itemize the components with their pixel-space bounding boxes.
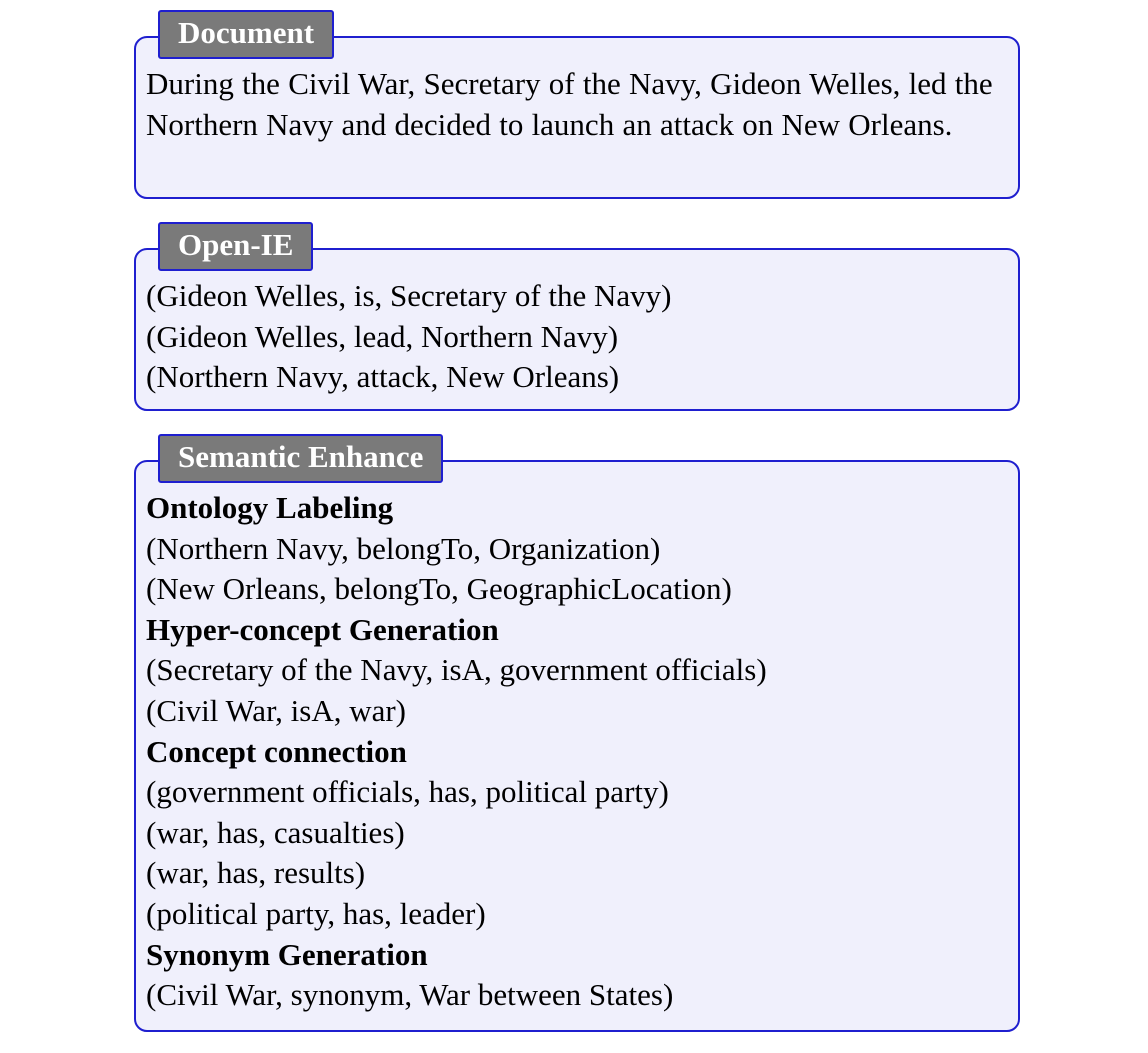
document-panel bbox=[134, 36, 1020, 199]
open-ie-triple: (Northern Navy, attack, New Orleans) bbox=[146, 359, 620, 395]
section-heading-ontology-labeling: Ontology Labeling bbox=[146, 490, 394, 525]
semantic-triple: (war, has, casualties) bbox=[146, 814, 405, 850]
document-text: During the Civil War, Secretary of the Navy, Gideon Welles, led the Northern Navy and decided to launch an attack on New Orleans. bbox=[146, 66, 993, 142]
semantic-enhance-content bbox=[146, 488, 1010, 1016]
open-ie-triple: (Gideon Welles, is, Secretary of the Navy) bbox=[146, 278, 672, 313]
section-heading-synonym-generation: Synonym Generation bbox=[146, 936, 428, 972]
section-heading-hyper-concept-generation: Hyper-concept Generation bbox=[146, 611, 499, 647]
semantic-triple: (political party, has, leader) bbox=[146, 895, 486, 931]
semantic-enhance-panel bbox=[134, 460, 1020, 1032]
semantic-triple: (Secretary of the Navy, isA, government officials) bbox=[146, 652, 767, 688]
semantic-triple: (government officials, has, political party) bbox=[146, 774, 669, 810]
open-ie-tab-label: Open-IE bbox=[158, 222, 313, 271]
open-ie-panel bbox=[134, 248, 1020, 411]
semantic-triple: (New Orleans, belongTo, GeographicLocation) bbox=[146, 571, 732, 607]
semantic-triple: (Northern Navy, belongTo, Organization) bbox=[146, 530, 661, 566]
semantic-enhance-tab-label: Semantic Enhance bbox=[158, 434, 443, 483]
semantic-triple: (Civil War, isA, war) bbox=[146, 692, 407, 728]
semantic-triple: (war, has, results) bbox=[146, 855, 366, 891]
open-ie-triples bbox=[146, 276, 1010, 398]
section-heading-concept-connection: Concept connection bbox=[146, 733, 407, 769]
document-tab-label: Document bbox=[158, 10, 334, 59]
open-ie-triple: (Gideon Welles, lead, Northern Navy) bbox=[146, 318, 619, 354]
semantic-triple: (Civil War, synonym, War between States) bbox=[146, 977, 674, 1013]
